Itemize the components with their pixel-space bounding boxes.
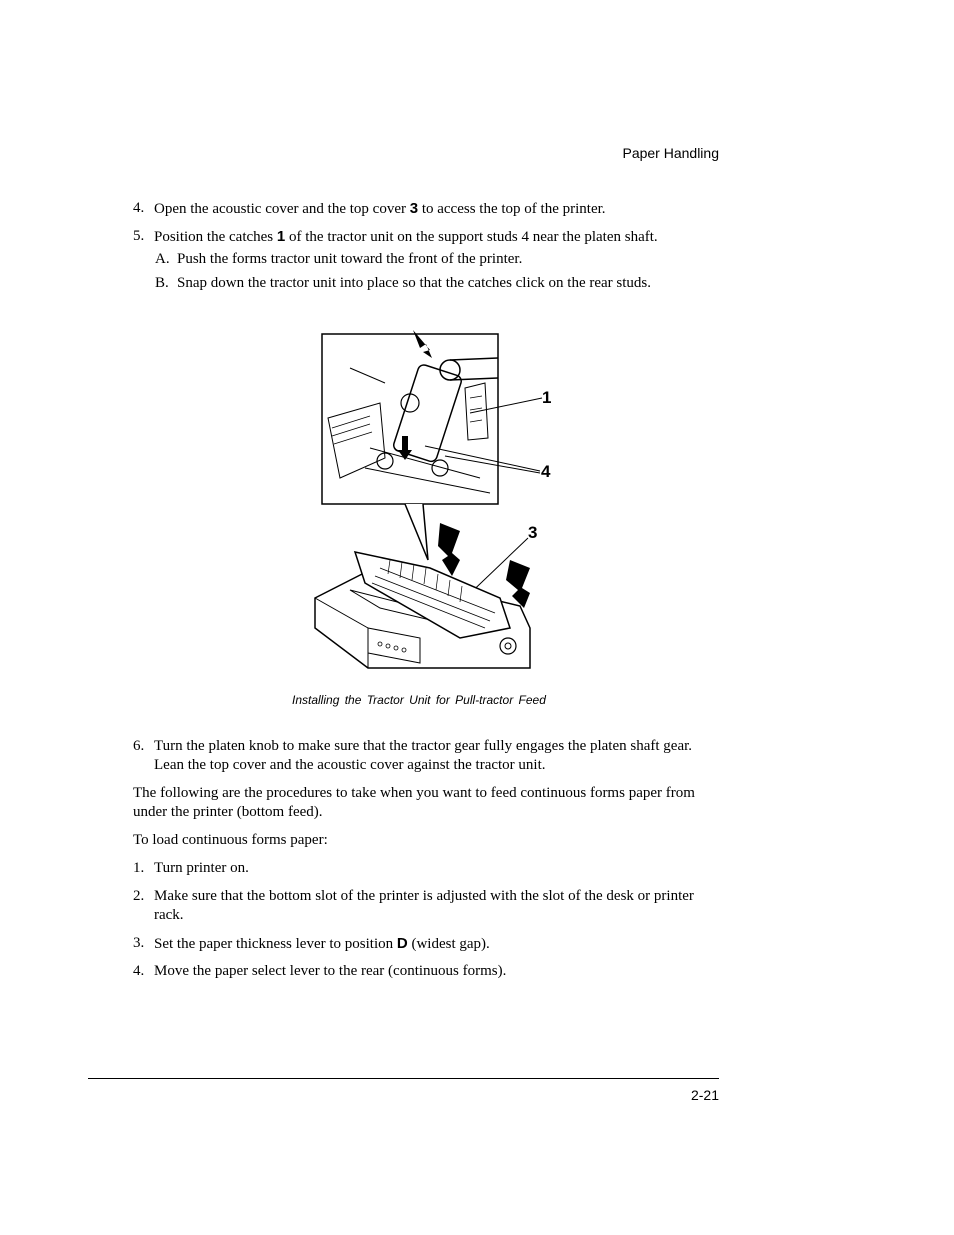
substep-text: Push the forms tractor unit toward the front of the printer. xyxy=(177,251,523,267)
page-number: 2-21 xyxy=(690,1087,719,1103)
step-text: Position the catches 1 of the tractor unit on the support studs 4 near the platen shaft. xyxy=(154,228,658,245)
step-number: 6. xyxy=(133,738,145,754)
step-number: 4. xyxy=(133,963,145,979)
callout-3: 3 xyxy=(528,523,538,542)
running-header: Paper Handling xyxy=(622,145,719,161)
step-1-turn-on xyxy=(133,859,703,878)
substep-letter: A. xyxy=(155,251,170,267)
step-text: Open the acoustic cover and the top cover 3 to access the top of the printer. xyxy=(154,200,606,217)
callout-4: 4 xyxy=(541,462,551,481)
substep-text: Snap down the tractor unit into place so that the catches click on the rear studs. xyxy=(177,275,652,291)
bottom-feed-intro: The following are the procedures to take when you want to feed continuous forms paper from under the printer (bottom feed). xyxy=(133,785,695,820)
footer-rule xyxy=(88,1078,719,1079)
step-5-position-catches xyxy=(133,227,703,247)
substep-a xyxy=(155,250,715,269)
step-4-paper-select xyxy=(133,962,703,981)
step-2-bottom-slot xyxy=(133,887,703,925)
load-forms-intro: To load continuous forms paper: xyxy=(133,832,328,848)
substep-b xyxy=(155,274,715,293)
step-3-thickness-lever xyxy=(133,934,703,954)
step-4-open-cover xyxy=(133,199,703,219)
step-text: Turn printer on. xyxy=(154,860,249,876)
step-text: Move the paper select lever to the rear (continuous forms). xyxy=(154,963,507,979)
step-number: 3. xyxy=(133,935,145,951)
callout-ref: 1 xyxy=(276,228,286,245)
position-ref: D xyxy=(396,935,408,952)
tractor-unit-illustration xyxy=(310,328,560,668)
step-text: Set the paper thickness lever to position D (widest gap). xyxy=(154,935,490,952)
substep-letter: B. xyxy=(155,275,169,291)
step-text: Turn the platen knob to make sure that the tractor gear fully engages the platen shaft gear. Lean the top cover and the acoustic cover against the tractor unit. xyxy=(154,738,693,773)
step-6-turn-platen xyxy=(133,737,703,775)
step-number: 1. xyxy=(133,860,145,876)
step-number: 5. xyxy=(133,228,145,244)
callout-ref: 3 xyxy=(409,200,419,217)
figure-caption: Installing the Tractor Unit for Pull-tractor Feed xyxy=(292,693,546,707)
step-number: 2. xyxy=(133,888,145,904)
printer-line-drawing xyxy=(310,328,560,668)
step-number: 4. xyxy=(133,200,145,216)
step-text: Make sure that the bottom slot of the printer is adjusted with the slot of the desk or printer rack. xyxy=(154,888,694,923)
callout-1: 1 xyxy=(542,388,552,407)
